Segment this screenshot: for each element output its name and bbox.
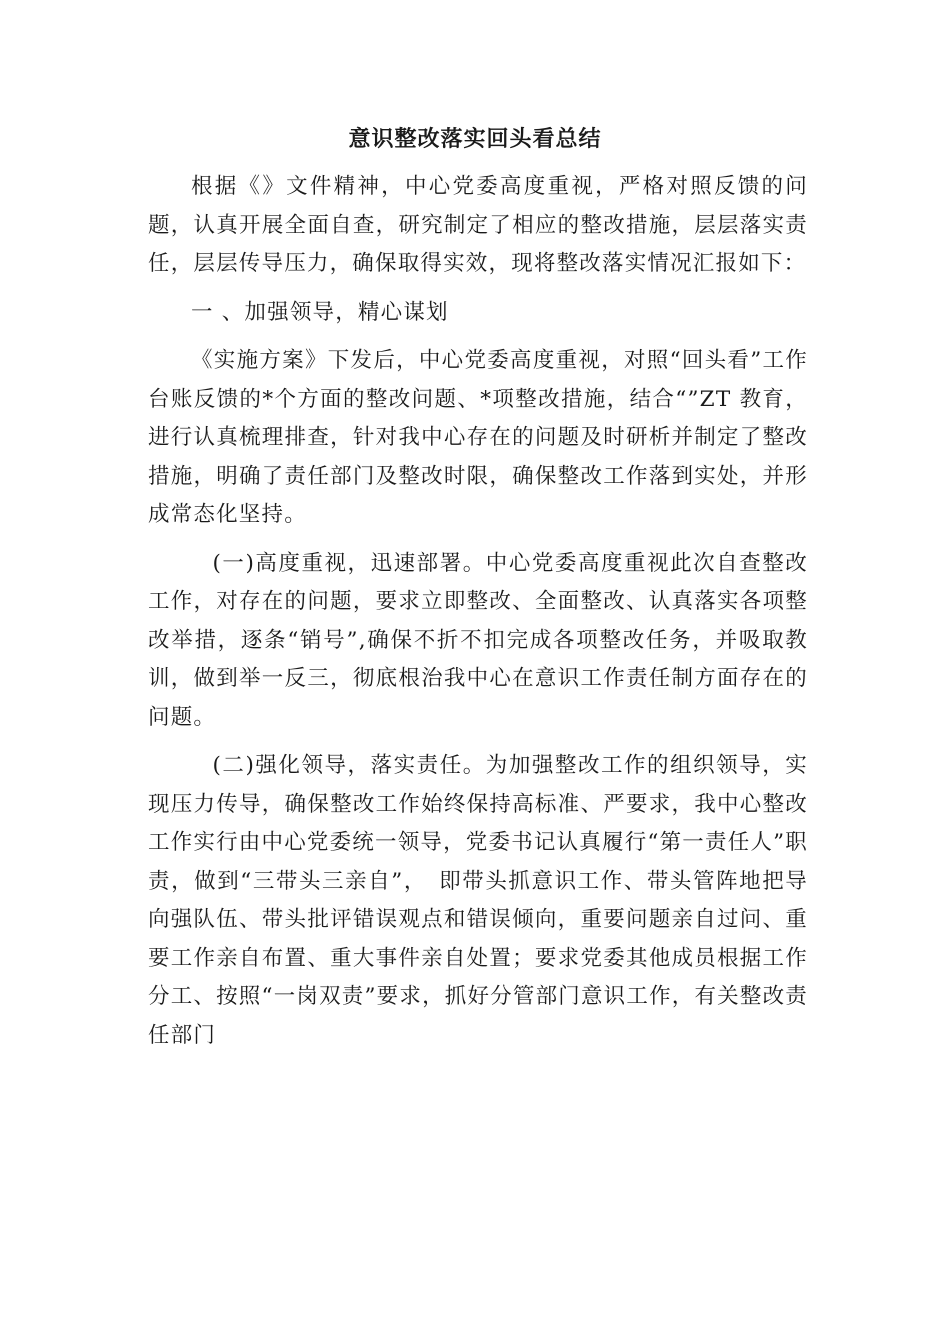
section-heading-1: 一 、加强领导，精心谋划 xyxy=(191,299,449,325)
document-body xyxy=(148,168,808,1055)
subsection-1-paragraph: (一)高度重视，迅速部署。中心党委高度重视此次自查整改工作，对存在的问题，要求立即整改、全面整改、认真落实各项整改举措，逐条“销号”,确保不折不扣完成各项整改任务，并吸取教训，做到举一反三，彻底根治我中心在意识工作责任制方面存在的问题。 xyxy=(148,550,808,730)
intro-paragraph: 根据《》文件精神，中心党委高度重视，严格对照反馈的问题，认真开展全面自查，研究制定了相应的整改措施，层层落实责任，层层传导压力，确保取得实效，现将整改落实情况汇报如下： xyxy=(148,174,808,276)
document-title: 意识整改落实回头看总结 xyxy=(348,126,602,152)
section-1-paragraph: 《实施方案》下发后，中心党委高度重视，对照“回头看”工作台账反馈的*个方面的整改问题、*项整改措施，结合“”ZT 教育，进行认真梳理排查，针对我中心存在的问题及时研析并制定了整改措施，明确了责任部门及整改时限，确保整改工作落到实处，并形成常态化坚持。 xyxy=(148,348,808,527)
subsection-2-paragraph: (二)强化领导，落实责任。为加强整改工作的组织领导，实现压力传导，确保整改工作始终保持高标准、严要求，我中心整改工作实行由中心党委统一领导，党委书记认真履行“第一责任人”职责，做到“三带头三亲自”， 即带头抓意识工作、带头管阵地把导向强队伍、带头批评错误观点和错误倾向，重要问题亲自过问、重要工作亲自布置、重大事件亲自处置；要求党委其他成员根据工作分工、按照“一岗双责”要求，抓好分管部门意识工作，有关整改责任部门 xyxy=(148,753,808,1048)
